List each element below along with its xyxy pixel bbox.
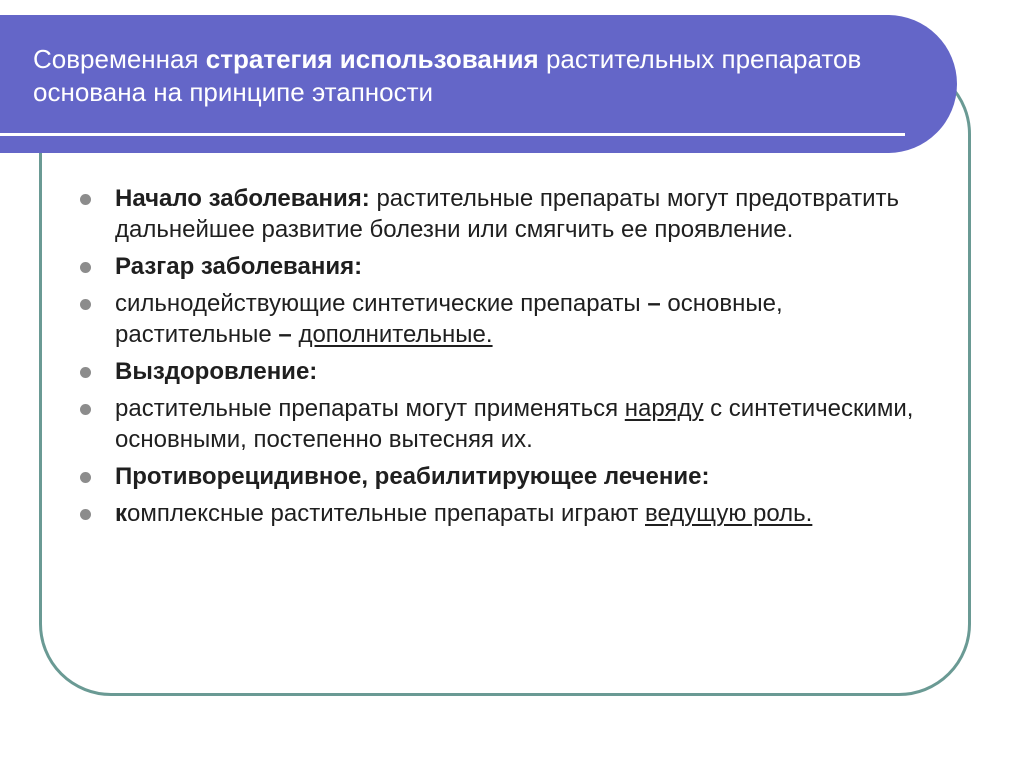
- dash: –: [278, 321, 292, 348]
- bullet-item-recovery-detail: [80, 393, 930, 455]
- bullet-icon: [80, 404, 91, 415]
- bullet-item-peak: [80, 251, 930, 282]
- bullet-item-rehab-detail: [80, 498, 930, 529]
- bullet-item-onset: [80, 183, 930, 245]
- title-part-bold: стратегия использования: [205, 44, 539, 74]
- bullet-text: растительные препараты могут предотвратить дальнейшее развитие болезни или смягчить ее проявление.: [115, 185, 900, 243]
- title-divider: [0, 133, 905, 136]
- underlined-text: дополнительные.: [298, 321, 493, 348]
- bullet-item-rehab: [80, 461, 930, 492]
- underlined-text: ведущую роль.: [645, 500, 813, 527]
- bullet-heading: Разгар заболевания:: [115, 253, 363, 280]
- bullet-item-recovery: [80, 356, 930, 387]
- bullet-icon: [80, 367, 91, 378]
- bullet-heading: Противорецидивное, реабилитирующее лечение:: [115, 463, 710, 490]
- underlined-text: наряду: [624, 395, 704, 422]
- bullet-text: омплексные растительные препараты играют: [127, 500, 645, 527]
- title-part-1: Современная: [33, 44, 206, 74]
- bullet-heading: Выздоровление:: [115, 358, 318, 385]
- bullet-text: сильнодействующие синтетические препараты: [115, 290, 648, 317]
- dash: –: [647, 290, 661, 317]
- bullet-text: с синтетическими, основными, постепенно вытесняя их.: [115, 395, 914, 453]
- bullet-text: основные, растительные: [115, 290, 783, 348]
- bullet-heading: Начало заболевания:: [115, 185, 370, 212]
- bullet-text: растительные препараты могут применяться: [115, 395, 625, 422]
- slide-title: [33, 43, 913, 109]
- bullet-icon: [80, 299, 91, 310]
- bullet-icon: [80, 472, 91, 483]
- bold-letter: к: [115, 500, 128, 527]
- bullet-item-peak-detail: [80, 288, 930, 350]
- bullet-icon: [80, 509, 91, 520]
- title-bar: [0, 15, 957, 153]
- bullet-icon: [80, 262, 91, 273]
- bullet-icon: [80, 194, 91, 205]
- title-part-3: растительных препаратов основана на принципе этапности: [33, 44, 862, 107]
- bullet-list: [80, 183, 930, 535]
